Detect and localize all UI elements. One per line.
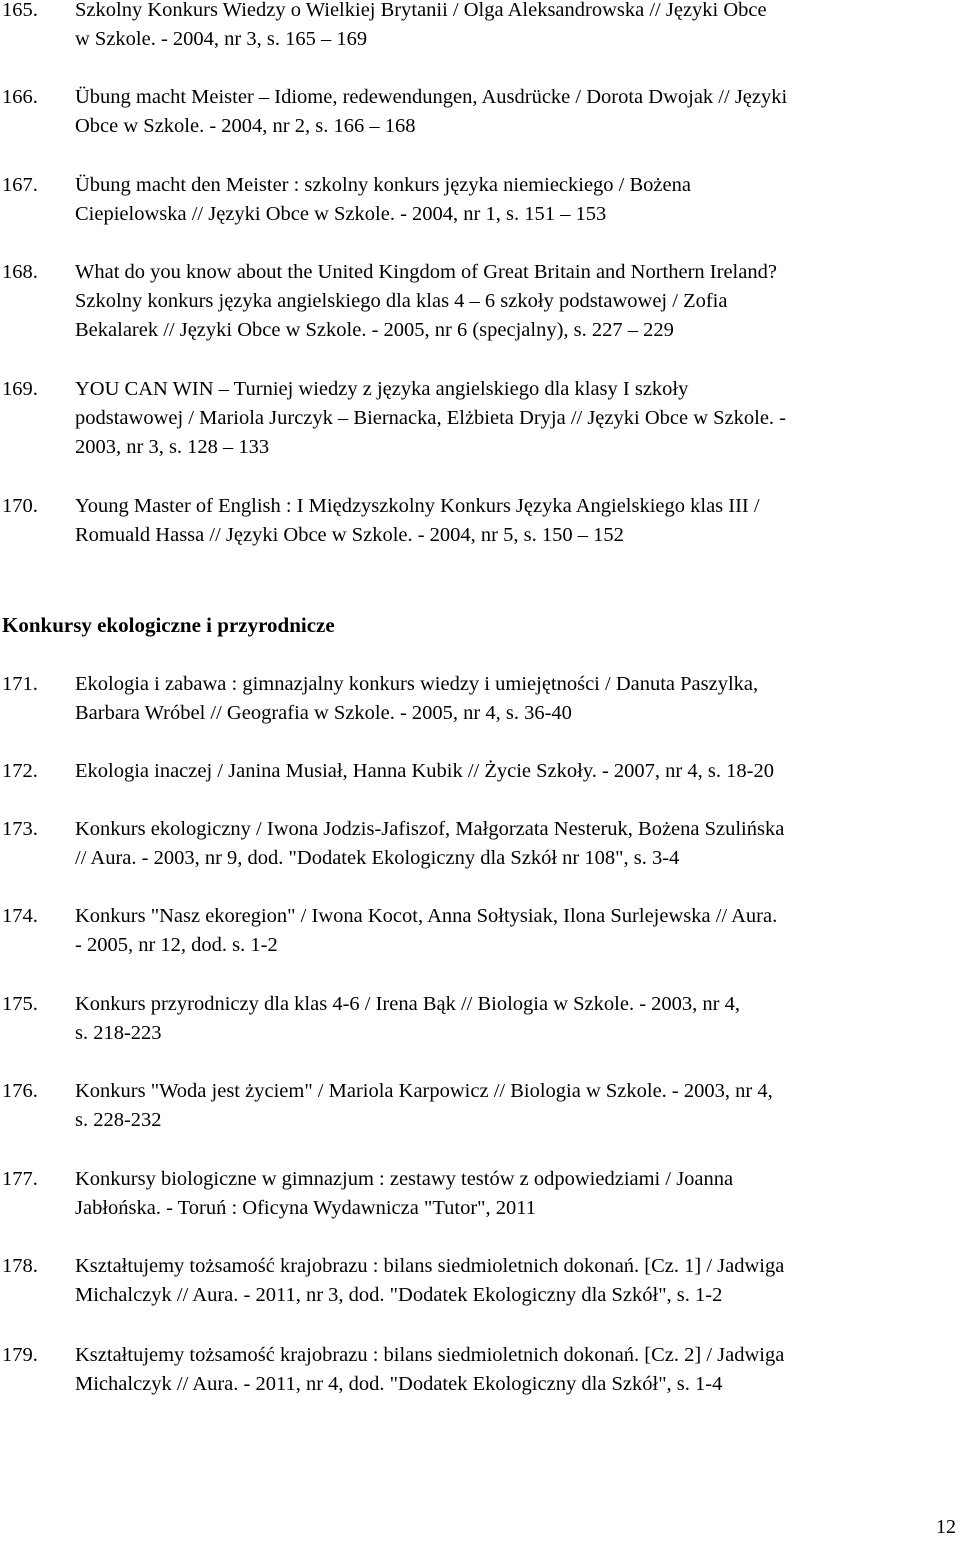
entry-line: Konkurs przyrodniczy dla klas 4-6 / Irena Bąk // Biologia w Szkole. - 2003, nr 4,: [75, 993, 740, 1015]
bibliography-entry-177: [0, 1165, 960, 1223]
entry-number: 178.: [2, 1255, 38, 1277]
bibliography-entry-165: [0, 0, 960, 54]
bibliography-entry-169: [0, 375, 960, 462]
bibliography-entry-170: [0, 492, 960, 550]
entry-text: [75, 0, 960, 54]
entry-line: YOU CAN WIN – Turniej wiedzy z języka angielskiego dla klasy I szkoły: [75, 378, 689, 400]
entry-line: Szkolny konkurs języka angielskiego dla klas 4 – 6 szkoły podstawowej / Zofia: [75, 290, 728, 312]
entry-text: [75, 492, 960, 550]
entry-number: 175.: [2, 993, 38, 1015]
entry-line: Young Master of English : I Międzyszkolny Konkurs Języka Angielskiego klas III /: [75, 495, 760, 517]
entry-line: Romuald Hassa // Języki Obce w Szkole. - 2004, nr 5, s. 150 – 152: [75, 524, 624, 546]
entry-line: Bekalarek // Języki Obce w Szkole. - 2005, nr 6 (specjalny), s. 227 – 229: [75, 319, 674, 341]
bibliography-entry-176: [0, 1077, 960, 1135]
entry-line: Obce w Szkole. - 2004, nr 2, s. 166 – 168: [75, 115, 416, 137]
bibliography-entry-168: [0, 258, 960, 345]
entry-text: [75, 757, 960, 786]
entry-line: Szkolny Konkurs Wiedzy o Wielkiej Brytanii / Olga Aleksandrowska // Języki Obce: [75, 0, 767, 21]
entry-line: Barbara Wróbel // Geografia w Szkole. - 2005, nr 4, s. 36-40: [75, 702, 572, 724]
entry-number: 176.: [2, 1080, 38, 1102]
entry-text: [75, 1077, 960, 1135]
page-number: 12: [936, 1516, 956, 1538]
entry-number: 165.: [2, 0, 38, 21]
entry-line: // Aura. - 2003, nr 9, dod. "Dodatek Ekologiczny dla Szkół nr 108", s. 3-4: [75, 847, 680, 869]
entry-line: - 2005, nr 12, dod. s. 1-2: [75, 934, 278, 956]
entry-line: s. 218-223: [75, 1022, 162, 1044]
entry-line: Ekologia i zabawa : gimnazjalny konkurs wiedzy i umiejętności / Danuta Paszylka,: [75, 673, 759, 695]
entry-line: Michalczyk // Aura. - 2011, nr 3, dod. "Dodatek Ekologiczny dla Szkół", s. 1-2: [75, 1284, 723, 1306]
bibliography-entry-167: [0, 171, 960, 229]
entry-text: [75, 670, 960, 728]
entry-text: [75, 815, 960, 873]
entry-number: 166.: [2, 86, 38, 108]
section-heading: Konkursy ekologiczne i przyrodnicze: [2, 613, 335, 637]
entry-line: Ekologia inaczej / Janina Musiał, Hanna Kubik // Życie Szkoły. - 2007, nr 4, s. 18-20: [75, 760, 774, 782]
bibliography-entry-178: [0, 1252, 960, 1310]
entry-line: 2003, nr 3, s. 128 – 133: [75, 436, 270, 458]
entry-line: Übung macht den Meister : szkolny konkurs języka niemieckiego / Bożena: [75, 174, 691, 196]
entry-text: [75, 171, 960, 229]
bibliography-entry-175: [0, 990, 960, 1048]
entry-text: [75, 375, 960, 462]
entry-line: Jabłońska. - Toruń : Oficyna Wydawnicza "Tutor", 2011: [75, 1197, 537, 1219]
entry-line: Kształtujemy tożsamość krajobrazu : bilans siedmioletnich dokonań. [Cz. 2] / Jadwiga: [75, 1344, 785, 1366]
entry-number: 179.: [2, 1344, 38, 1366]
entry-line: podstawowej / Mariola Jurczyk – Biernacka, Elżbieta Dryja // Języki Obce w Szkole. -: [75, 407, 787, 429]
bibliography-entry-171: [0, 670, 960, 728]
entry-line: Konkursy biologiczne w gimnazjum : zestawy testów z odpowiedziami / Joanna: [75, 1168, 734, 1190]
entry-line: Michalczyk // Aura. - 2011, nr 4, dod. "Dodatek Ekologiczny dla Szkół", s. 1-4: [75, 1373, 723, 1395]
entry-line: Konkurs "Nasz ekoregion" / Iwona Kocot, Anna Sołtysiak, Ilona Surlejewska // Aura.: [75, 905, 778, 927]
entry-line: Kształtujemy tożsamość krajobrazu : bilans siedmioletnich dokonań. [Cz. 1] / Jadwiga: [75, 1255, 785, 1277]
entry-text: [75, 990, 960, 1048]
entry-text: [75, 258, 960, 345]
bibliography-entry-179: [0, 1341, 960, 1399]
entry-number: 173.: [2, 818, 38, 840]
entry-number: 172.: [2, 760, 38, 782]
entry-number: 168.: [2, 261, 38, 283]
entry-text: [75, 83, 960, 141]
entry-number: 167.: [2, 174, 38, 196]
entry-number: 170.: [2, 495, 38, 517]
entry-line: s. 228-232: [75, 1109, 162, 1131]
bibliography-entry-173: [0, 815, 960, 873]
entry-line: What do you know about the United Kingdom of Great Britain and Northern Ireland?: [75, 261, 777, 283]
bibliography-entry-166: [0, 83, 960, 141]
entry-number: 171.: [2, 673, 38, 695]
entry-number: 177.: [2, 1168, 38, 1190]
entry-number: 174.: [2, 905, 38, 927]
entry-line: w Szkole. - 2004, nr 3, s. 165 – 169: [75, 28, 368, 50]
bibliography-entry-172: [0, 757, 960, 786]
entry-text: [75, 902, 960, 960]
entry-text: [75, 1341, 960, 1399]
entry-text: [75, 1165, 960, 1223]
bibliography-entry-174: [0, 902, 960, 960]
entry-number: 169.: [2, 378, 38, 400]
entry-text: [75, 1252, 960, 1310]
entry-line: Übung macht Meister – Idiome, redewendungen, Ausdrücke / Dorota Dwojak // Języki: [75, 86, 788, 108]
entry-line: Ciepielowska // Języki Obce w Szkole. - 2004, nr 1, s. 151 – 153: [75, 203, 607, 225]
entry-line: Konkurs ekologiczny / Iwona Jodzis-Jafiszof, Małgorzata Nesteruk, Bożena Szulińska: [75, 818, 785, 840]
entry-line: Konkurs "Woda jest życiem" / Mariola Karpowicz // Biologia w Szkole. - 2003, nr 4,: [75, 1080, 773, 1102]
